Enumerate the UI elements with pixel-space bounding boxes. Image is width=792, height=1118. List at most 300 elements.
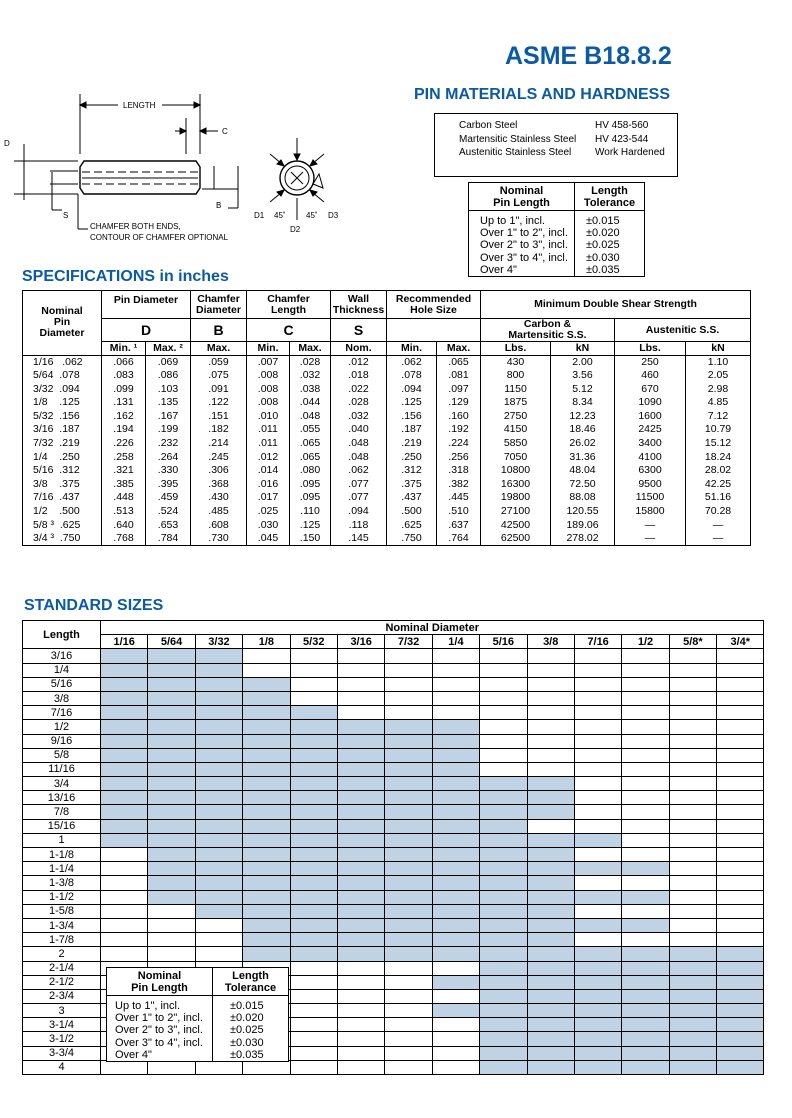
size-available-cell bbox=[337, 762, 384, 776]
size-unavailable-cell bbox=[337, 706, 384, 720]
material-hardness: HV 458-560 bbox=[595, 120, 649, 131]
size-unavailable-cell bbox=[385, 1060, 432, 1074]
size-available-cell bbox=[432, 819, 479, 833]
sizes-diameter-header: 1/8 bbox=[243, 635, 290, 649]
sizes-row bbox=[23, 720, 764, 734]
sizes-row bbox=[23, 691, 764, 705]
size-available-cell bbox=[101, 649, 148, 663]
size-unavailable-cell bbox=[622, 720, 669, 734]
spec-cell: .375 bbox=[387, 477, 437, 491]
size-unavailable-cell bbox=[195, 918, 242, 932]
size-available-cell bbox=[669, 947, 716, 961]
size-available-cell bbox=[148, 890, 195, 904]
size-available-cell bbox=[527, 862, 574, 876]
sizes-row bbox=[23, 748, 764, 762]
spec-header-wall: Wall Thickness bbox=[331, 291, 387, 319]
spec-cell: .653 bbox=[146, 518, 191, 532]
size-unavailable-cell bbox=[337, 1032, 384, 1046]
size-unavailable-cell bbox=[337, 649, 384, 663]
size-available-cell bbox=[148, 720, 195, 734]
sizes-length-cell: 3/16 bbox=[23, 649, 101, 663]
size-unavailable-cell bbox=[622, 748, 669, 762]
size-unavailable-cell bbox=[717, 663, 764, 677]
size-unavailable-cell bbox=[385, 649, 432, 663]
spec-subheader: Max. bbox=[290, 342, 331, 356]
size-available-cell bbox=[480, 1018, 527, 1032]
spec-cell: .048 bbox=[331, 437, 387, 451]
spec-cell: .784 bbox=[146, 532, 191, 546]
size-available-cell bbox=[290, 876, 337, 890]
sizes-diameter-header: 1/4 bbox=[432, 635, 479, 649]
sizes-length-cell: 1-3/4 bbox=[23, 918, 101, 932]
spec-header-d: D bbox=[102, 319, 191, 342]
spec-cell: — bbox=[615, 532, 686, 546]
size-available-cell bbox=[432, 975, 479, 989]
sizes-length-header: Length bbox=[23, 621, 101, 649]
size-available-cell bbox=[385, 791, 432, 805]
size-available-cell bbox=[243, 890, 290, 904]
sizes-diameter-header: 5/8* bbox=[669, 635, 716, 649]
sizes-row bbox=[23, 791, 764, 805]
size-unavailable-cell bbox=[574, 720, 621, 734]
size-available-cell bbox=[290, 848, 337, 862]
size-available-cell bbox=[101, 748, 148, 762]
size-unavailable-cell bbox=[669, 706, 716, 720]
spec-subheader: Nom. bbox=[331, 342, 387, 356]
tolerance-lengths: Up to 1", incl. Over 1" to 2", incl. Over 2" to 3", incl. Over 3" to 4", incl. Over 4" bbox=[107, 996, 213, 1062]
spec-cell: 11500 bbox=[615, 491, 686, 505]
spec-cell: .160 bbox=[437, 409, 481, 423]
spec-cell: .078 bbox=[387, 369, 437, 383]
size-available-cell bbox=[385, 748, 432, 762]
sizes-row bbox=[23, 777, 764, 791]
size-unavailable-cell bbox=[717, 862, 764, 876]
spec-header-nominal: Nominal Pin Diameter bbox=[23, 291, 102, 356]
size-unavailable-cell bbox=[337, 1046, 384, 1060]
size-available-cell bbox=[243, 904, 290, 918]
size-unavailable-cell bbox=[622, 649, 669, 663]
size-available-cell bbox=[527, 833, 574, 847]
spec-cell: .199 bbox=[146, 423, 191, 437]
spec-cell: .382 bbox=[437, 477, 481, 491]
spec-cell: .125 bbox=[387, 396, 437, 410]
spec-cell: .264 bbox=[146, 450, 191, 464]
size-unavailable-cell bbox=[527, 691, 574, 705]
size-unavailable-cell bbox=[432, 1060, 479, 1074]
size-available-cell bbox=[574, 918, 621, 932]
sizes-row bbox=[23, 890, 764, 904]
spec-cell: 51.16 bbox=[686, 491, 751, 505]
sizes-length-cell: 11/16 bbox=[23, 762, 101, 776]
spec-cell: — bbox=[686, 518, 751, 532]
size-unavailable-cell bbox=[337, 961, 384, 975]
size-unavailable-cell bbox=[101, 933, 148, 947]
size-available-cell bbox=[148, 706, 195, 720]
size-available-cell bbox=[480, 777, 527, 791]
spec-cell: .245 bbox=[191, 450, 247, 464]
size-unavailable-cell bbox=[574, 762, 621, 776]
size-available-cell bbox=[290, 777, 337, 791]
size-available-cell bbox=[290, 819, 337, 833]
size-available-cell bbox=[622, 918, 669, 932]
spec-cell: .044 bbox=[290, 396, 331, 410]
spec-cell: .094 bbox=[387, 382, 437, 396]
size-unavailable-cell bbox=[669, 933, 716, 947]
size-unavailable-cell bbox=[717, 848, 764, 862]
size-available-cell bbox=[432, 947, 479, 961]
size-unavailable-cell bbox=[574, 777, 621, 791]
size-unavailable-cell bbox=[101, 918, 148, 932]
size-unavailable-cell bbox=[622, 777, 669, 791]
size-available-cell bbox=[148, 833, 195, 847]
spec-cell: 15800 bbox=[615, 505, 686, 519]
spec-cell: .011 bbox=[247, 423, 290, 437]
size-available-cell bbox=[290, 791, 337, 805]
sizes-diameter-header: 3/8 bbox=[527, 635, 574, 649]
size-available-cell bbox=[195, 663, 242, 677]
size-available-cell bbox=[148, 748, 195, 762]
size-unavailable-cell bbox=[622, 933, 669, 947]
size-available-cell bbox=[385, 848, 432, 862]
sizes-diameter-header: 1/16 bbox=[101, 635, 148, 649]
size-available-cell bbox=[243, 748, 290, 762]
spec-cell: .608 bbox=[191, 518, 247, 532]
size-available-cell bbox=[243, 819, 290, 833]
size-available-cell bbox=[148, 862, 195, 876]
spec-cell: .640 bbox=[102, 518, 146, 532]
spec-cell: .077 bbox=[331, 477, 387, 491]
size-unavailable-cell bbox=[622, 663, 669, 677]
size-available-cell bbox=[622, 1032, 669, 1046]
spec-cell: 12.23 bbox=[551, 409, 615, 423]
size-available-cell bbox=[243, 805, 290, 819]
sizes-row bbox=[23, 947, 764, 961]
size-available-cell bbox=[101, 762, 148, 776]
size-unavailable-cell bbox=[669, 833, 716, 847]
size-available-cell bbox=[574, 961, 621, 975]
spec-header-chamfer-diameter: Chamfer Diameter bbox=[191, 291, 247, 319]
spec-cell: .030 bbox=[247, 518, 290, 532]
sizes-row bbox=[23, 677, 764, 691]
spec-cell: .017 bbox=[247, 491, 290, 505]
size-available-cell bbox=[432, 805, 479, 819]
size-available-cell bbox=[243, 691, 290, 705]
size-available-cell bbox=[195, 833, 242, 847]
sizes-length-cell: 7/16 bbox=[23, 706, 101, 720]
size-available-cell bbox=[622, 989, 669, 1003]
spec-cell: .012 bbox=[247, 450, 290, 464]
size-available-cell bbox=[148, 848, 195, 862]
spec-cell: .028 bbox=[290, 355, 331, 369]
size-unavailable-cell bbox=[290, 961, 337, 975]
spec-cell: .097 bbox=[437, 382, 481, 396]
size-available-cell bbox=[195, 876, 242, 890]
size-available-cell bbox=[243, 677, 290, 691]
size-unavailable-cell bbox=[717, 691, 764, 705]
material-row bbox=[459, 133, 671, 147]
chamfer-note-2: CONTOUR OF CHAMFER OPTIONAL bbox=[90, 233, 229, 242]
size-available-cell bbox=[290, 890, 337, 904]
size-available-cell bbox=[480, 819, 527, 833]
size-available-cell bbox=[101, 663, 148, 677]
spec-cell: .010 bbox=[247, 409, 290, 423]
sizes-row bbox=[23, 663, 764, 677]
spec-header-b: B bbox=[191, 319, 247, 342]
size-unavailable-cell bbox=[527, 706, 574, 720]
size-available-cell bbox=[480, 1060, 527, 1074]
size-available-cell bbox=[195, 848, 242, 862]
spec-cell: .095 bbox=[290, 491, 331, 505]
sizes-length-cell: 1-1/2 bbox=[23, 890, 101, 904]
size-unavailable-cell bbox=[385, 663, 432, 677]
size-available-cell bbox=[669, 1004, 716, 1018]
size-available-cell bbox=[669, 1032, 716, 1046]
spec-cell: .129 bbox=[437, 396, 481, 410]
d-label: D bbox=[4, 139, 10, 148]
size-unavailable-cell bbox=[148, 1060, 195, 1074]
size-available-cell bbox=[101, 734, 148, 748]
material-row bbox=[459, 146, 671, 160]
size-unavailable-cell bbox=[337, 989, 384, 1003]
size-unavailable-cell bbox=[574, 691, 621, 705]
spec-cell: .048 bbox=[290, 409, 331, 423]
size-unavailable-cell bbox=[574, 663, 621, 677]
spec-cell: .055 bbox=[290, 423, 331, 437]
size-available-cell bbox=[717, 1032, 764, 1046]
size-unavailable-cell bbox=[432, 1032, 479, 1046]
sizes-length-cell: 2 bbox=[23, 947, 101, 961]
size-available-cell bbox=[337, 890, 384, 904]
spec-cell: .077 bbox=[331, 491, 387, 505]
sizes-length-cell: 1-3/8 bbox=[23, 876, 101, 890]
size-available-cell bbox=[337, 777, 384, 791]
size-unavailable-cell bbox=[290, 1046, 337, 1060]
size-unavailable-cell bbox=[717, 734, 764, 748]
d3-label: D3 bbox=[328, 211, 339, 220]
spec-cell: 1/16 .062 bbox=[23, 355, 102, 369]
spec-cell: .194 bbox=[102, 423, 146, 437]
sizes-length-cell: 3/8 bbox=[23, 691, 101, 705]
spec-cell: .022 bbox=[331, 382, 387, 396]
spec-cell: 3/8 .375 bbox=[23, 477, 102, 491]
size-available-cell bbox=[527, 848, 574, 862]
spec-cell: 5.12 bbox=[551, 382, 615, 396]
size-unavailable-cell bbox=[717, 833, 764, 847]
size-available-cell bbox=[480, 947, 527, 961]
size-available-cell bbox=[385, 777, 432, 791]
size-unavailable-cell bbox=[101, 904, 148, 918]
spec-header-hole-size: Recommended Hole Size bbox=[387, 291, 481, 319]
spec-cell: .066 bbox=[102, 355, 146, 369]
sizes-length-cell: 1/4 bbox=[23, 663, 101, 677]
spec-cell: .258 bbox=[102, 450, 146, 464]
spec-cell: .110 bbox=[290, 505, 331, 519]
s-label: S bbox=[63, 211, 69, 220]
size-available-cell bbox=[527, 1046, 574, 1060]
spec-cell: 5/8 ³ .625 bbox=[23, 518, 102, 532]
spec-cell: 10.79 bbox=[686, 423, 751, 437]
size-unavailable-cell bbox=[717, 933, 764, 947]
spec-row bbox=[23, 409, 751, 423]
spec-cell: .330 bbox=[146, 464, 191, 478]
size-unavailable-cell bbox=[480, 720, 527, 734]
spec-cell: .219 bbox=[387, 437, 437, 451]
spec-cell: .118 bbox=[331, 518, 387, 532]
size-available-cell bbox=[574, 890, 621, 904]
size-unavailable-cell bbox=[480, 762, 527, 776]
size-unavailable-cell bbox=[337, 1060, 384, 1074]
spec-cell: 3400 bbox=[615, 437, 686, 451]
size-available-cell bbox=[432, 833, 479, 847]
tolerance-table bbox=[468, 182, 645, 277]
sizes-length-cell: 3-1/4 bbox=[23, 1018, 101, 1032]
sizes-length-cell: 1-5/8 bbox=[23, 904, 101, 918]
spec-subheader: Lbs. bbox=[481, 342, 551, 356]
spec-cell: .312 bbox=[387, 464, 437, 478]
spec-cell: 2.98 bbox=[686, 382, 751, 396]
spec-cell: .368 bbox=[191, 477, 247, 491]
size-available-cell bbox=[243, 933, 290, 947]
spec-cell: .150 bbox=[290, 532, 331, 546]
sizes-length-cell: 3-1/2 bbox=[23, 1032, 101, 1046]
size-unavailable-cell bbox=[622, 791, 669, 805]
spec-cell: 5850 bbox=[481, 437, 551, 451]
size-unavailable-cell bbox=[669, 890, 716, 904]
size-available-cell bbox=[337, 862, 384, 876]
spec-cell: 460 bbox=[615, 369, 686, 383]
b-label: B bbox=[216, 201, 222, 210]
size-unavailable-cell bbox=[574, 677, 621, 691]
spec-cell: 15.12 bbox=[686, 437, 751, 451]
spec-cell: 48.04 bbox=[551, 464, 615, 478]
spec-cell: 42.25 bbox=[686, 477, 751, 491]
spec-cell: .306 bbox=[191, 464, 247, 478]
spec-cell: .065 bbox=[290, 450, 331, 464]
sizes-row bbox=[23, 918, 764, 932]
spec-cell: 430 bbox=[481, 355, 551, 369]
spec-subheader: Max. ² bbox=[146, 342, 191, 356]
spec-header-pin-diameter: Pin Diameter bbox=[102, 291, 191, 319]
spec-cell: 5/32 .156 bbox=[23, 409, 102, 423]
size-available-cell bbox=[669, 989, 716, 1003]
sizes-row bbox=[23, 833, 764, 847]
sizes-length-cell: 4 bbox=[23, 1060, 101, 1074]
spec-row bbox=[23, 396, 751, 410]
specifications-table bbox=[22, 290, 751, 546]
size-available-cell bbox=[432, 904, 479, 918]
size-available-cell bbox=[243, 833, 290, 847]
spec-cell: .045 bbox=[247, 532, 290, 546]
size-available-cell bbox=[101, 677, 148, 691]
size-available-cell bbox=[148, 677, 195, 691]
size-unavailable-cell bbox=[337, 1004, 384, 1018]
size-available-cell bbox=[337, 805, 384, 819]
spec-cell: 31.36 bbox=[551, 450, 615, 464]
size-unavailable-cell bbox=[669, 862, 716, 876]
spec-cell: .162 bbox=[102, 409, 146, 423]
size-unavailable-cell bbox=[337, 677, 384, 691]
size-available-cell bbox=[148, 805, 195, 819]
spec-cell: 7.12 bbox=[686, 409, 751, 423]
spec-cell: 1/2 .500 bbox=[23, 505, 102, 519]
spec-cell: .012 bbox=[331, 355, 387, 369]
size-available-cell bbox=[243, 862, 290, 876]
size-available-cell bbox=[385, 918, 432, 932]
spec-header-shear: Minimum Double Shear Strength bbox=[481, 291, 751, 319]
tolerance-values: ±0.015 ±0.020 ±0.025 ±0.030 ±0.035 bbox=[213, 996, 289, 1062]
spec-cell: .038 bbox=[290, 382, 331, 396]
spec-cell: .018 bbox=[331, 369, 387, 383]
sizes-length-cell: 9/16 bbox=[23, 734, 101, 748]
size-available-cell bbox=[480, 876, 527, 890]
size-available-cell bbox=[432, 748, 479, 762]
size-available-cell bbox=[243, 876, 290, 890]
spec-subheader: Lbs. bbox=[615, 342, 686, 356]
spec-cell: .008 bbox=[247, 382, 290, 396]
size-available-cell bbox=[243, 848, 290, 862]
size-unavailable-cell bbox=[574, 791, 621, 805]
sizes-row bbox=[23, 876, 764, 890]
size-unavailable-cell bbox=[290, 1060, 337, 1074]
size-unavailable-cell bbox=[622, 876, 669, 890]
size-available-cell bbox=[527, 933, 574, 947]
spec-cell: 1150 bbox=[481, 382, 551, 396]
size-unavailable-cell bbox=[527, 649, 574, 663]
size-unavailable-cell bbox=[385, 1046, 432, 1060]
sizes-row bbox=[23, 734, 764, 748]
size-available-cell bbox=[717, 1046, 764, 1060]
size-available-cell bbox=[717, 1060, 764, 1074]
size-available-cell bbox=[290, 748, 337, 762]
size-available-cell bbox=[101, 720, 148, 734]
size-unavailable-cell bbox=[717, 777, 764, 791]
size-available-cell bbox=[622, 961, 669, 975]
size-available-cell bbox=[574, 1046, 621, 1060]
size-unavailable-cell bbox=[669, 677, 716, 691]
spec-cell: .232 bbox=[146, 437, 191, 451]
size-unavailable-cell bbox=[337, 691, 384, 705]
sizes-length-cell: 15/16 bbox=[23, 819, 101, 833]
size-available-cell bbox=[195, 890, 242, 904]
size-available-cell bbox=[101, 691, 148, 705]
size-unavailable-cell bbox=[480, 748, 527, 762]
size-available-cell bbox=[290, 762, 337, 776]
size-unavailable-cell bbox=[432, 677, 479, 691]
size-unavailable-cell bbox=[574, 904, 621, 918]
tolerance-header-tolerance: Length Tolerance bbox=[213, 968, 289, 996]
sizes-length-cell: 2-1/4 bbox=[23, 961, 101, 975]
spec-cell: .131 bbox=[102, 396, 146, 410]
spec-cell: .059 bbox=[191, 355, 247, 369]
spec-cell: .008 bbox=[247, 396, 290, 410]
size-available-cell bbox=[432, 848, 479, 862]
size-available-cell bbox=[480, 975, 527, 989]
sizes-row bbox=[23, 933, 764, 947]
spec-cell: 4150 bbox=[481, 423, 551, 437]
spec-cell: 3.56 bbox=[551, 369, 615, 383]
size-available-cell bbox=[148, 649, 195, 663]
size-unavailable-cell bbox=[243, 649, 290, 663]
size-unavailable-cell bbox=[669, 691, 716, 705]
size-available-cell bbox=[385, 762, 432, 776]
size-unavailable-cell bbox=[480, 663, 527, 677]
size-unavailable-cell bbox=[290, 649, 337, 663]
size-unavailable-cell bbox=[290, 691, 337, 705]
spec-cell: 2425 bbox=[615, 423, 686, 437]
size-unavailable-cell bbox=[480, 691, 527, 705]
spec-cell: .510 bbox=[437, 505, 481, 519]
spec-cell: .318 bbox=[437, 464, 481, 478]
